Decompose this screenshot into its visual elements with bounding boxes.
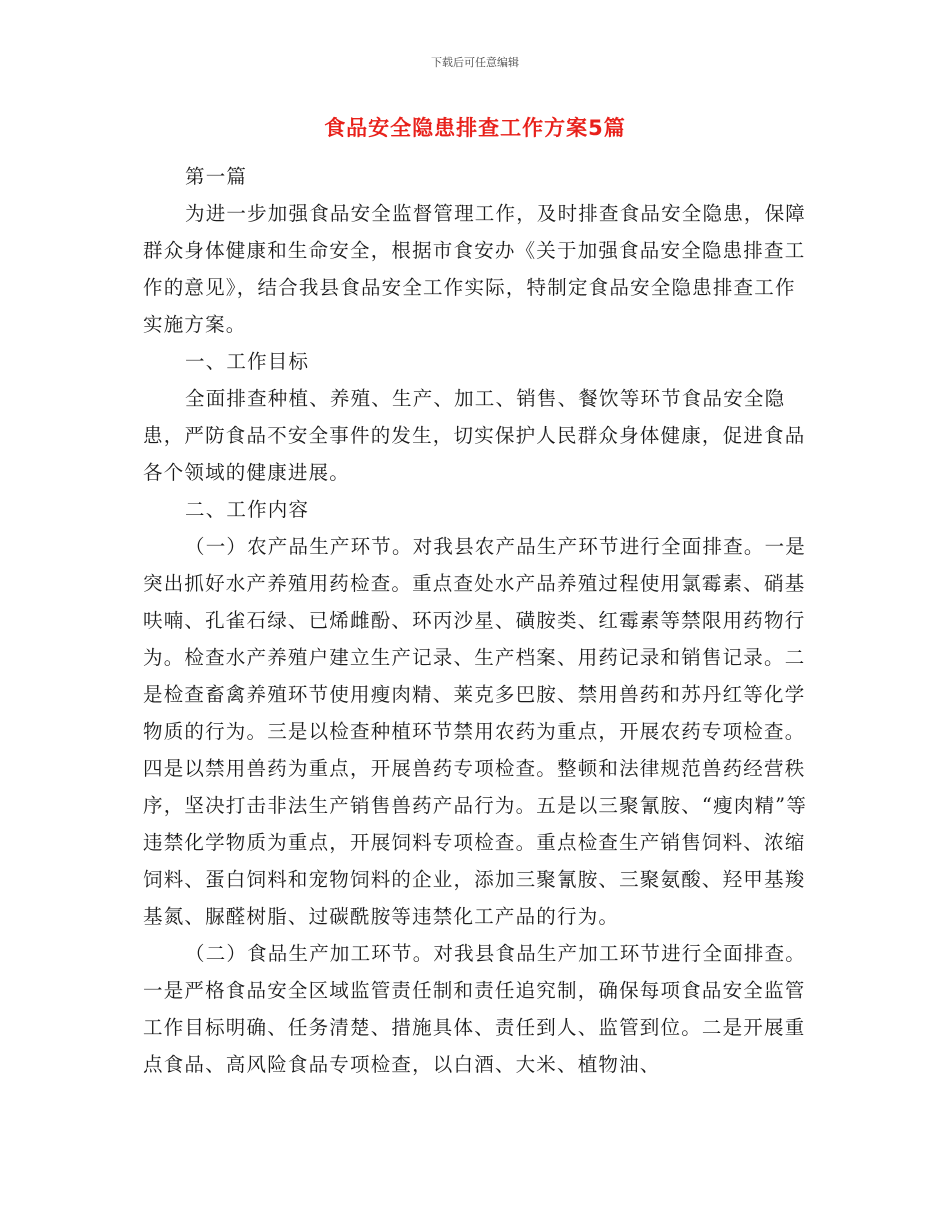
document-title: 食品安全隐患排查工作方案5篇 <box>324 116 626 140</box>
agriculture-paragraph: （一）农产品生产环节。对我县农产品生产环节进行全面排查。一是突出抓好水产养殖用药检查。重点查处水产品养殖过程使用氯霉素、硝基呋喃、孔雀石绿、已烯雌酚、环丙沙星、磺胺类、红霉素等禁限用药物行为。检查水产养殖户建立生产记录、生产档案、用药记录和销售记录。二是检查畜禽养殖环节使用瘦肉精、莱克多巴胺、禁用兽药和苏丹红等化学物质的行为。三是以检查种植环节禁用农药为重点，开展农药专项检查。四是以禁用兽药为重点，开展兽药专项检查。整顿和法律规范兽药经营秩序，坚决打击非法生产销售兽药产品行为。五是以三聚氰胺、“瘦肉精”等违禁化学物质为重点，开展饲料专项检查。重点检查生产销售饲料、浓缩饲料、蛋白饲料和宠物饲料的企业，添加三聚氰胺、三聚氨酸、羟甲基羧基氮、脲醛树脂、过碳酰胺等违禁化工产品的行为。 <box>143 535 808 928</box>
section-heading-goals: 一、工作目标 <box>185 350 310 373</box>
document-body <box>143 158 808 1083</box>
goals-paragraph: 全面排查种植、养殖、生产、加工、销售、餐饮等环节食品安全隐患，严防食品不安全事件的发生，切实保护人民群众身体健康，促进食品各个领域的健康进展。 <box>143 387 806 484</box>
intro-paragraph: 为进一步加强食品安全监督管理工作，及时排查食品安全隐患，保障群众身体健康和生命安全，根据市食安办《关于加强食品安全隐患排查工作的意见》，结合我县食品安全工作实际，特制定食品安全隐患排查工作实施方案。 <box>143 202 807 336</box>
food-production-paragraph: （二）食品生产加工环节。对我县食品生产加工环节进行全面排查。一是严格食品安全区域监管责任制和责任追究制，确保每项食品安全监管工作目标明确、任务清楚、措施具体、责任到人、监管到位。二是开展重点食品、高风险食品专项检查，以白酒、大米、植物油、 <box>143 942 807 1076</box>
section-heading-part-one: 第一篇 <box>185 165 248 188</box>
header-note: 下载后可任意编辑 <box>431 56 519 69</box>
section-heading-content: 二、工作内容 <box>185 498 310 521</box>
